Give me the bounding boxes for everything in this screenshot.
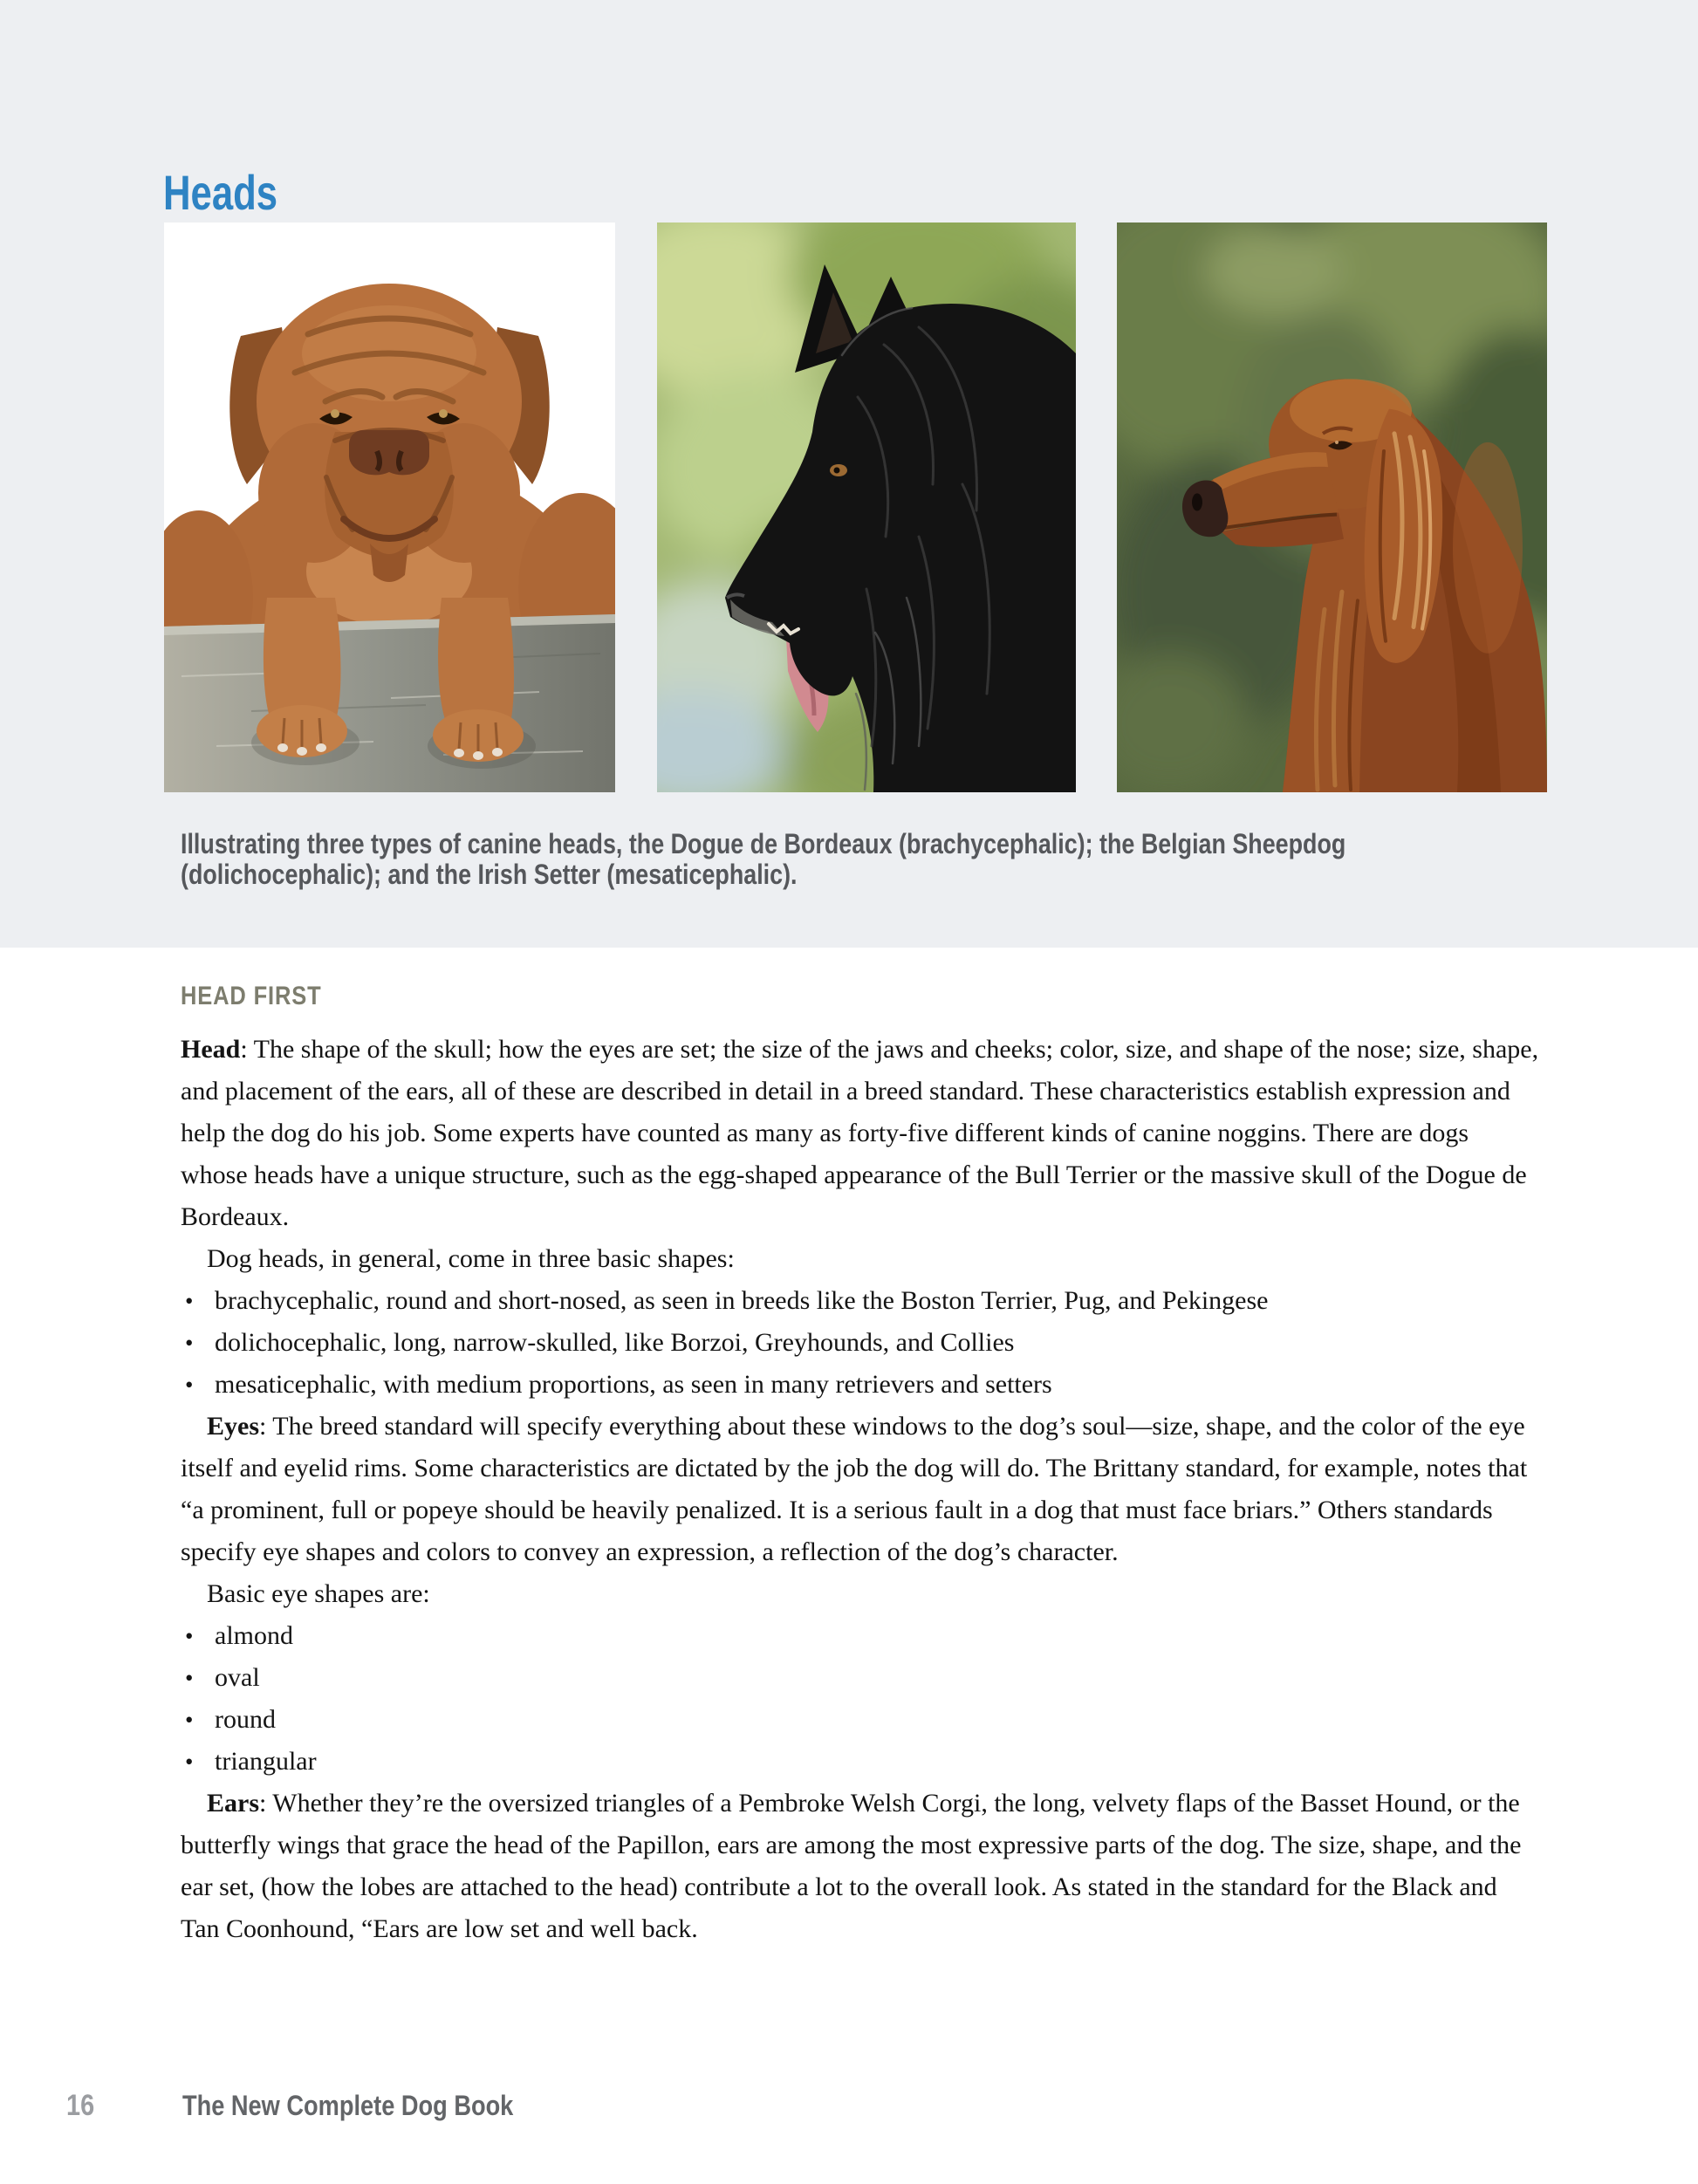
paragraph-shapes-intro: Dog heads, in general, come in three basic shapes: — [207, 1244, 735, 1273]
list-item-text: triangular — [215, 1747, 317, 1776]
belgian-sheepdog-photo — [657, 223, 1076, 792]
bold-lead-ears: Ears — [207, 1789, 259, 1818]
bullet-marker: • — [185, 1707, 194, 1733]
dogue-de-bordeaux-photo — [164, 223, 615, 792]
paragraph-eyes-text: : The breed standard will specify everything about these windows to the dog’s soul—size, shape, and the color of the eye itself and eyelid rims. Some characteristics are dictated by the job the dog will do. The Brittany standard, for example, notes that “a prominent, full or popeye should be heavily penalized. It is a serious fault in a dog that must face briars.” Others standards specify eye shapes and colors to convey an expression, a reflection of the dog’s character. — [181, 1412, 1528, 1566]
bullet-marker: • — [185, 1288, 194, 1314]
page-number: 16 — [66, 2089, 95, 2122]
dogue-de-bordeaux-illustration — [164, 223, 615, 792]
body-content — [181, 982, 1542, 1950]
bullet-marker: • — [185, 1330, 194, 1356]
list-item-triangular — [181, 1741, 1542, 1783]
section-title: Heads — [163, 165, 278, 220]
paragraph-ears-text: : Whether they’re the oversized triangles of a Pembroke Welsh Corgi, the long, velvety flaps of the Basset Hound, or the butterfly wings that grace the head of the Papillon, ears are among the most expressive parts of the dog. The size, shape, and the ear set, (how the lobes are attached to the head) contribute a lot to the overall look. As stated in the standard for the Black and Tan Coonhound, “Ears are low set and well back. — [181, 1789, 1522, 1943]
irish-setter-illustration — [1117, 223, 1547, 792]
list-item-text: round — [215, 1705, 276, 1734]
list-item-oval — [181, 1657, 1542, 1699]
bold-lead-head: Head — [181, 1035, 241, 1064]
photo-caption-line-1: Illustrating three types of canine heads, the Dogue de Bordeaux (brachycephalic); the Belgian Sheepdog — [181, 828, 1346, 859]
bullet-marker: • — [185, 1372, 194, 1398]
list-item-round — [181, 1699, 1542, 1741]
paragraph-eyes — [181, 1406, 1542, 1573]
list-item-text: almond — [215, 1621, 293, 1650]
list-item-almond — [181, 1615, 1542, 1657]
book-title: The New Complete Dog Book — [182, 2090, 514, 2121]
paragraph-ears — [181, 1783, 1542, 1950]
paragraph-eye-shapes-intro: Basic eye shapes are: — [207, 1579, 430, 1608]
list-item-text: dolichocephalic, long, narrow-skulled, like Borzoi, Greyhounds, and Collies — [215, 1328, 1015, 1357]
list-item-text: brachycephalic, round and short-nosed, as seen in breeds like the Boston Terrier, Pug, and Pekingese — [215, 1286, 1269, 1315]
irish-setter-photo — [1117, 223, 1547, 792]
bold-lead-eyes: Eyes — [207, 1412, 259, 1441]
photo-caption-line-2: (dolichocephalic); and the Irish Setter (mesaticephalic). — [181, 859, 798, 890]
list-item-brachycephalic — [181, 1280, 1542, 1322]
list-item-mesaticephalic — [181, 1364, 1542, 1406]
photo-caption — [181, 829, 1345, 890]
head-shape-list — [181, 1280, 1542, 1406]
list-item-text: mesaticephalic, with medium proportions, as seen in many retrievers and setters — [215, 1370, 1052, 1399]
head-first-heading: HEAD FIRST — [181, 982, 322, 1010]
list-item-text: oval — [215, 1663, 260, 1692]
bullet-marker: • — [185, 1749, 194, 1775]
bullet-marker: • — [185, 1623, 194, 1649]
eye-shape-list — [181, 1615, 1542, 1783]
bullet-marker: • — [185, 1665, 194, 1691]
paragraph-head — [181, 1029, 1542, 1238]
paragraph-head-text: : The shape of the skull; how the eyes are set; the size of the jaws and cheeks; color, size, and shape of the nose; size, shape, and placement of the ears, all of these are described in detail in a breed standard. These characteristics establish expression and help the dog do his job. Some experts have counted as many as forty-five different kinds of canine noggins. There are dogs whose heads have a unique structure, such as the egg-shaped appearance of the Bull Terrier or the massive skull of the Dogue de Bordeaux. — [181, 1035, 1539, 1231]
list-item-dolichocephalic — [181, 1322, 1542, 1364]
belgian-sheepdog-illustration — [657, 223, 1076, 792]
photo-row — [164, 223, 1547, 792]
